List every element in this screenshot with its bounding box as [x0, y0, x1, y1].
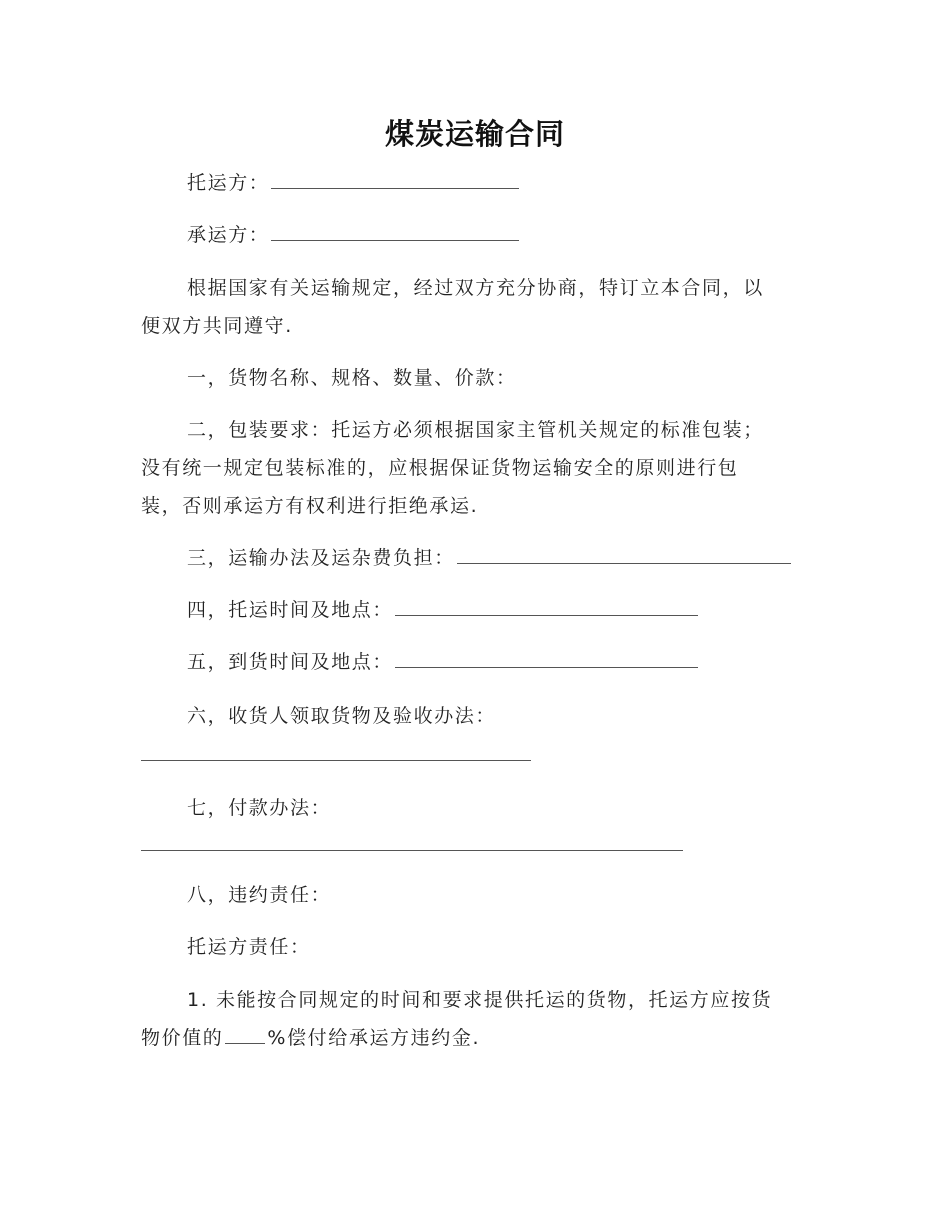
clause-8: 八，违约责任： — [187, 884, 332, 906]
clause-5-blank — [395, 649, 698, 668]
item-1-line-2-end: %偿付给承运方违约金. — [267, 1027, 481, 1049]
clause-7-blank — [141, 850, 683, 851]
intro-line-2: 便双方共同遵守. — [141, 315, 293, 337]
clause-2-line-2: 没有统一规定包装标准的，应根据保证货物运输安全的原则进行包 — [141, 457, 739, 479]
shipper-label: 托运方： — [187, 172, 270, 194]
carrier-field — [187, 222, 519, 248]
clause-4-blank — [395, 597, 698, 616]
clause-6: 六，收货人领取货物及验收办法： — [187, 705, 497, 727]
clause-2-line-3: 装，否则承运方有权利进行拒绝承运. — [141, 495, 479, 517]
item-1-line-2 — [141, 1025, 480, 1051]
carrier-blank — [271, 222, 519, 241]
intro-line-1: 根据国家有关运输规定，经过双方充分协商，特订立本合同，以 — [187, 277, 764, 299]
shipper-field — [187, 170, 519, 196]
clause-6-blank — [141, 760, 531, 761]
clause-5 — [187, 649, 698, 675]
shipper-blank — [271, 170, 519, 189]
item-1-line-1: 1. 未能按合同规定的时间和要求提供托运的货物，托运方应按货 — [187, 989, 773, 1011]
carrier-label: 承运方： — [187, 224, 270, 246]
item-1-line-2-start: 物价值的 — [141, 1027, 224, 1049]
clause-3 — [187, 545, 791, 571]
clause-3-blank — [457, 545, 791, 564]
penalty-percent-blank — [225, 1025, 265, 1044]
clause-2-line-1: 二，包装要求：托运方必须根据国家主管机关规定的标准包装； — [187, 419, 764, 441]
clause-1: 一，货物名称、规格、数量、价款： — [187, 367, 517, 389]
page-title: 煤炭运输合同 — [384, 117, 565, 151]
clause-7: 七，付款办法： — [187, 797, 332, 819]
clause-3-label: 三，运输办法及运杂费负担： — [187, 547, 455, 569]
shipper-liability-heading: 托运方责任： — [187, 936, 311, 958]
clause-4 — [187, 597, 698, 623]
clause-5-label: 五，到货时间及地点： — [187, 651, 394, 673]
clause-4-label: 四，托运时间及地点： — [187, 599, 394, 621]
